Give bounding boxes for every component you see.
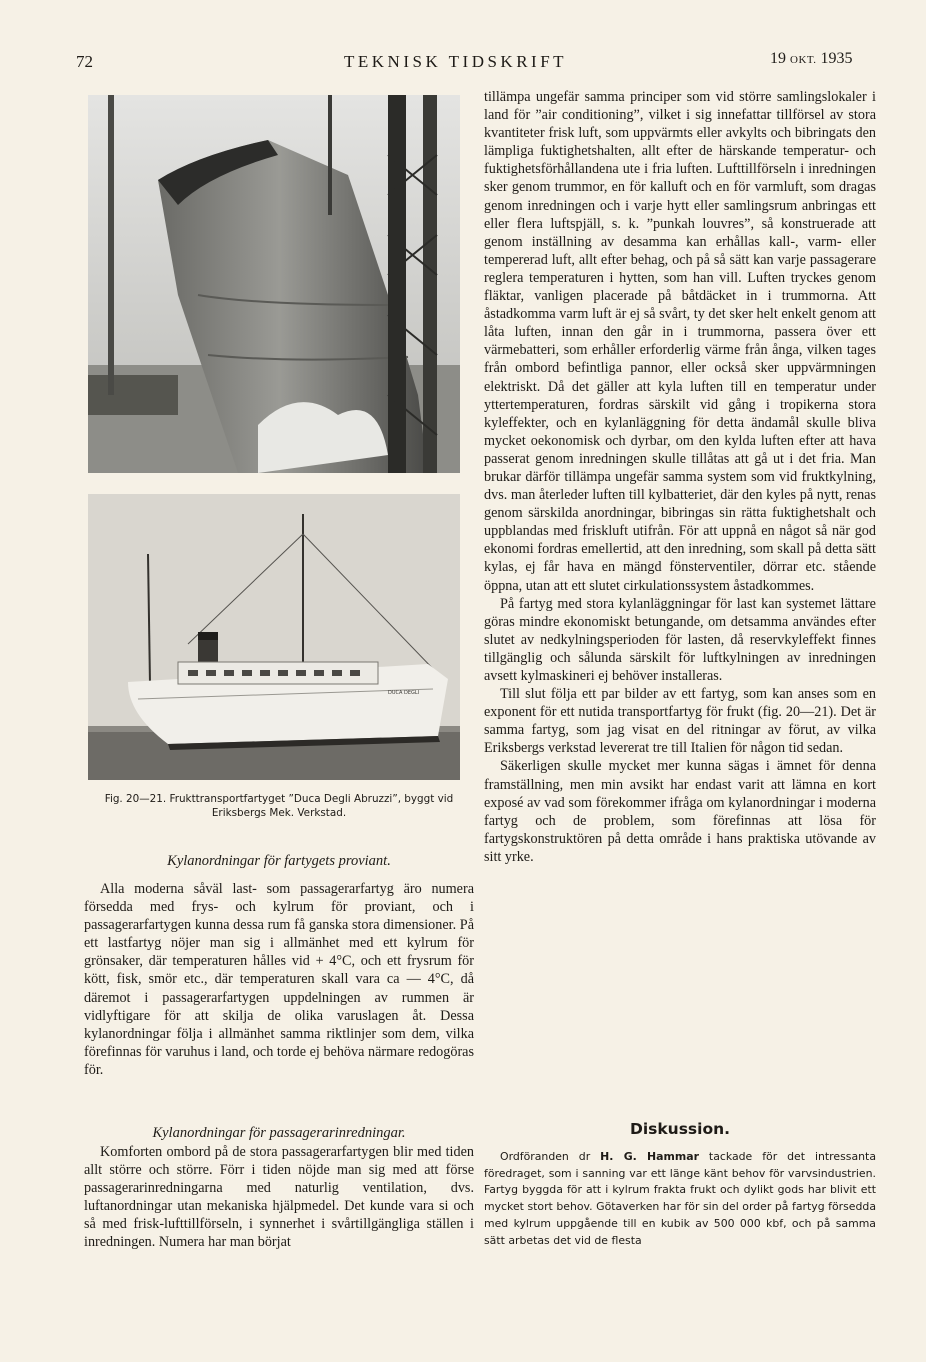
figure-caption bbox=[84, 792, 474, 820]
journal-title: TEKNISK TIDSKRIFT bbox=[344, 52, 568, 71]
ship-at-sea-photo bbox=[88, 494, 460, 780]
discussion-text: tackade för det intressanta föredraget, som i sanning var ett länge känt behov för varvsindustrien. Fartyg byggda för att i kylrum frakta frukt och dylikt gods har blivit ett mycket stort behov. Götaverken har för sin del order på fartyg försedda med kylrum uppgående till en kubik av 500 000 kbf, och på samma sätt arbetas det vid de flesta bbox=[484, 1150, 876, 1247]
paragraph: Komforten ombord på de stora passagerarfartygen blir med tiden allt större och större. Förr i tiden nöjde man sig med att förse passagerarinredningarna med naturlig ventilation, dvs. luftanordningar utan mekaniska hjälpmedel. Det kunde vara si och så med frisk-lufttillförseln, i synnerhet i svårtillgängliga ställen i inredningen. Numera har man börjat bbox=[84, 1144, 474, 1251]
paragraph: Till slut följa ett par bilder av ett fartyg, som kan anses som en exponent för ett nutida transportfartyg för frukt (fig. 20—21). Det är samma fartyg, som jag visat en del ritningar av förut, av vilka Eriksbergs verkstad levererat tre till Italien för någon tid sedan. bbox=[484, 686, 876, 757]
ship-bow-photo bbox=[88, 95, 460, 473]
issue-date bbox=[770, 50, 853, 68]
paragraph: Alla moderna såväl last- som passagerarfartyg äro numera försedda med frys- och kylrum för proviant, och i passagerarfartygen kunna dessa rum få ganska stora dimensioner. På ett lastfartyg nöjer man sig i allmänhet med ett kylrum för grönsaker, där temperaturen hålles vid + 4°C, och ett frysrum för kött, fisk, smör etc., där temperaturen skall vara ca — 4°C, då däremot i passagerarfartygen uppdelningen av rummen är vidlyftigare för att skilja de olika varuslagen åt. Dessa kylanordningar följa i allmänhet samma riktlinjer som dem, vilka förefinnas för varuhus i land, och torde ej behöva närmare redogöras för. bbox=[84, 881, 474, 1078]
caption-line-1: Fig. 20—21. Frukttransportfartyget ”Duca Degli Abruzzi”, byggt vid bbox=[104, 793, 454, 805]
right-column bbox=[484, 88, 876, 866]
section-body-passagerar bbox=[84, 1143, 474, 1252]
date-day: 19 bbox=[770, 50, 786, 67]
date-year: 1935 bbox=[820, 50, 853, 67]
ship-name-text: DUCA DEGLI bbox=[388, 690, 420, 696]
discussion-title: Diskussion. bbox=[629, 1120, 731, 1138]
discussion-body bbox=[484, 1149, 876, 1249]
discussion-intro: Ordföranden dr bbox=[500, 1150, 591, 1163]
section-title-proviant: Kylanordningar för fartygets proviant. bbox=[167, 853, 391, 869]
paragraph: Säkerligen skulle mycket mer kunna sägas i ämnet för denna framställning, men min avsikt har endast varit att lämna en kort exposé av vad som förekommer ifråga om kylanordningar i moderna fartyg och de problem, som förefinnas att lösa för fartygskonstruktören på detta område i hans praktiska utövande av sitt yrke. bbox=[484, 758, 876, 865]
section-body-proviant bbox=[84, 880, 474, 1079]
speaker-name: H. G. Hammar bbox=[600, 1150, 699, 1163]
date-month: OKT. bbox=[790, 54, 817, 66]
paragraph: tillämpa ungefär samma principer som vid större samlingslokaler i land för ”air conditioning”, vilket i sig innefattar tillförsel av stora kvantiteter frisk luft, som uppvärmts eller avkylts och bibringats den lämpliga fuktighetshalten, allt efter de härskande temperatur- och fuktighetsförhållandena ute i fria luften. Lufttillförseln i inredningen sker genom trummor, en för kalluft och en för varmluft, som dragas genom inredningen och i varje hytt eller samlingsrum anbringas ett eller flera luftspjäll, s. k. ”punkah louvres”, så konstruerade att genom inställning av desamma kan erhållas kall-, varm- eller tempererad luft, allt efter behag, och på så sätt kan varje passagerare reglera temperaturen i hytten, som han vill. Luften tryckes genom fläktar, vanligen placerade på båtdäcket in i trummorna. Att åstadkomma varm luft är ej så svårt, ty det sker helt enkelt genom att låta luften, innan den går in i trummorna, passera över ett värmebatteri, som erhåller erforderlig värme från ånga, vilken tages från ombord befintliga pannor, eller också sker uppvärmningen elektriskt. Då det gäller att kyla luften till en temperatur under yttertemperaturen, fordras särskilt vid gång i tropikerna stora kyleffekter, och en kylanläggning för detta ändamål skulle bliva mycket oekonomisk och dyrbar, om den kylda luften efter att hava passerat genom inredningen skulle tillåtas att gå ut i det fria. Man brukar därför tillämpa ungefär samma system som vid fruktkylning, dvs. man återleder luften till kylbatteriet, där den kyles på nytt, renas genom särskilda anordningar, bibringas sin rätta fuktighetshalt och uppblandas med friskluft utifrån. För att uppnå en något så när god ekonomi fordras emellertid, att den inredning, som skall på detta sätt kylas, ej får hava en mängd fönsterventiler, dörrar etc. stående öppna, utan att ett slutet cirkulationssystem åstadkommes. bbox=[484, 89, 876, 594]
caption-line-2: Eriksbergs Mek. Verkstad. bbox=[211, 807, 347, 819]
page-number: 72 bbox=[76, 52, 93, 71]
paragraph: På fartyg med stora kylanläggningar för last kan systemet lättare göras mindre ekonomiskt betungande, om detsamma användes efter slutet av nedkylningsperioden för lasten, då reservkyleffekt finnes tillgänglig och sålunda särskilt för luftkylningen av inredningen avsett kylmaskineri ej behöver installeras. bbox=[484, 595, 876, 684]
section-title-passagerar: Kylanordningar för passagerarinredningar. bbox=[152, 1125, 406, 1141]
paragraph bbox=[484, 1149, 876, 1249]
